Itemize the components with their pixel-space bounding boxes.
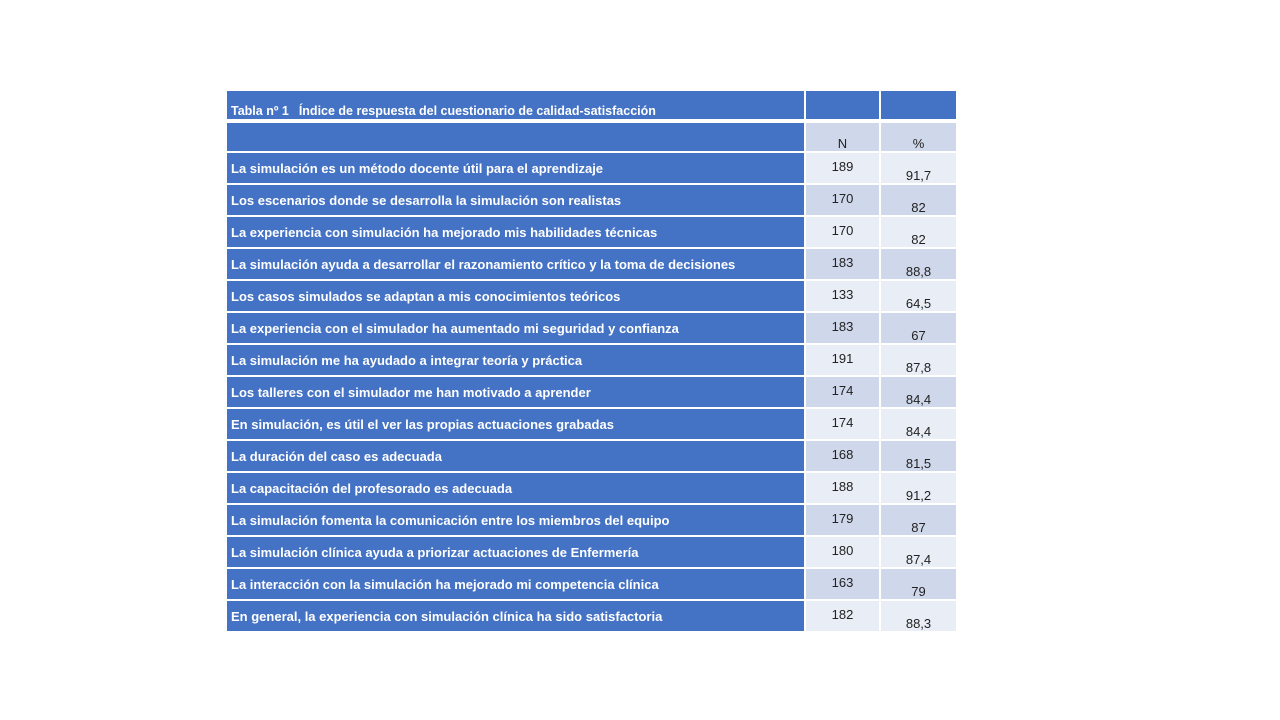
row-n-value: 191 bbox=[806, 345, 881, 377]
row-pct-value: 91,2 bbox=[881, 473, 956, 505]
row-label: La simulación clínica ayuda a priorizar actuaciones de Enfermería bbox=[227, 537, 806, 569]
row-label: La simulación es un método docente útil para el aprendizaje bbox=[227, 153, 806, 185]
row-n-value: 174 bbox=[806, 377, 881, 409]
row-label: La capacitación del profesorado es adecuada bbox=[227, 473, 806, 505]
row-label: En general, la experiencia con simulación clínica ha sido satisfactoria bbox=[227, 601, 806, 633]
row-pct-value: 87 bbox=[881, 505, 956, 537]
row-label: Los escenarios donde se desarrolla la simulación son realistas bbox=[227, 185, 806, 217]
row-pct-value: 88,3 bbox=[881, 601, 956, 633]
row-pct-value: 64,5 bbox=[881, 281, 956, 313]
table-row bbox=[227, 281, 956, 313]
header-n: N bbox=[806, 123, 881, 153]
row-n-value: 168 bbox=[806, 441, 881, 473]
table-row bbox=[227, 441, 956, 473]
table-title-number: Tabla nº 1 bbox=[231, 103, 289, 118]
row-pct-value: 82 bbox=[881, 185, 956, 217]
row-label: La simulación me ha ayudado a integrar teoría y práctica bbox=[227, 345, 806, 377]
row-pct-value: 87,4 bbox=[881, 537, 956, 569]
row-pct-value: 84,4 bbox=[881, 377, 956, 409]
row-pct-value: 79 bbox=[881, 569, 956, 601]
row-label: En simulación, es útil el ver las propias actuaciones grabadas bbox=[227, 409, 806, 441]
row-n-value: 170 bbox=[806, 217, 881, 249]
row-label: La simulación ayuda a desarrollar el razonamiento crítico y la toma de decisiones bbox=[227, 249, 806, 281]
row-label: La experiencia con simulación ha mejorado mis habilidades técnicas bbox=[227, 217, 806, 249]
row-n-value: 133 bbox=[806, 281, 881, 313]
table-row bbox=[227, 217, 956, 249]
table-row bbox=[227, 153, 956, 185]
row-label: La duración del caso es adecuada bbox=[227, 441, 806, 473]
row-n-value: 170 bbox=[806, 185, 881, 217]
table-body bbox=[227, 91, 956, 633]
row-n-value: 183 bbox=[806, 313, 881, 345]
row-n-value: 188 bbox=[806, 473, 881, 505]
table-row bbox=[227, 601, 956, 633]
row-pct-value: 82 bbox=[881, 217, 956, 249]
table-row bbox=[227, 377, 956, 409]
row-pct-value: 91,7 bbox=[881, 153, 956, 185]
row-label: La simulación fomenta la comunicación entre los miembros del equipo bbox=[227, 505, 806, 537]
row-pct-value: 88,8 bbox=[881, 249, 956, 281]
table-row bbox=[227, 345, 956, 377]
satisfaction-table bbox=[227, 91, 956, 633]
row-n-value: 174 bbox=[806, 409, 881, 441]
table-row bbox=[227, 537, 956, 569]
row-label: La interacción con la simulación ha mejorado mi competencia clínica bbox=[227, 569, 806, 601]
row-n-value: 182 bbox=[806, 601, 881, 633]
table-row bbox=[227, 569, 956, 601]
row-label: Los talleres con el simulador me han motivado a aprender bbox=[227, 377, 806, 409]
row-n-value: 189 bbox=[806, 153, 881, 185]
table-title-text: Índice de respuesta del cuestionario de calidad-satisfacción bbox=[298, 103, 656, 118]
table-row bbox=[227, 313, 956, 345]
title-empty-cell-pct bbox=[881, 91, 956, 123]
row-n-value: 163 bbox=[806, 569, 881, 601]
row-label: Los casos simulados se adaptan a mis conocimientos teóricos bbox=[227, 281, 806, 313]
row-label: La experiencia con el simulador ha aumentado mi seguridad y confianza bbox=[227, 313, 806, 345]
row-pct-value: 84,4 bbox=[881, 409, 956, 441]
table-header-row bbox=[227, 123, 956, 153]
table-title-row bbox=[227, 91, 956, 123]
table-row bbox=[227, 249, 956, 281]
header-pct: % bbox=[881, 123, 956, 153]
table-row bbox=[227, 185, 956, 217]
row-n-value: 180 bbox=[806, 537, 881, 569]
title-empty-cell-n bbox=[806, 91, 881, 123]
header-label-cell bbox=[227, 123, 806, 153]
table-title bbox=[227, 91, 806, 123]
table-row bbox=[227, 473, 956, 505]
table-row bbox=[227, 505, 956, 537]
row-pct-value: 67 bbox=[881, 313, 956, 345]
row-n-value: 179 bbox=[806, 505, 881, 537]
table-row bbox=[227, 409, 956, 441]
row-n-value: 183 bbox=[806, 249, 881, 281]
row-pct-value: 81,5 bbox=[881, 441, 956, 473]
satisfaction-table-container bbox=[227, 91, 956, 633]
row-pct-value: 87,8 bbox=[881, 345, 956, 377]
